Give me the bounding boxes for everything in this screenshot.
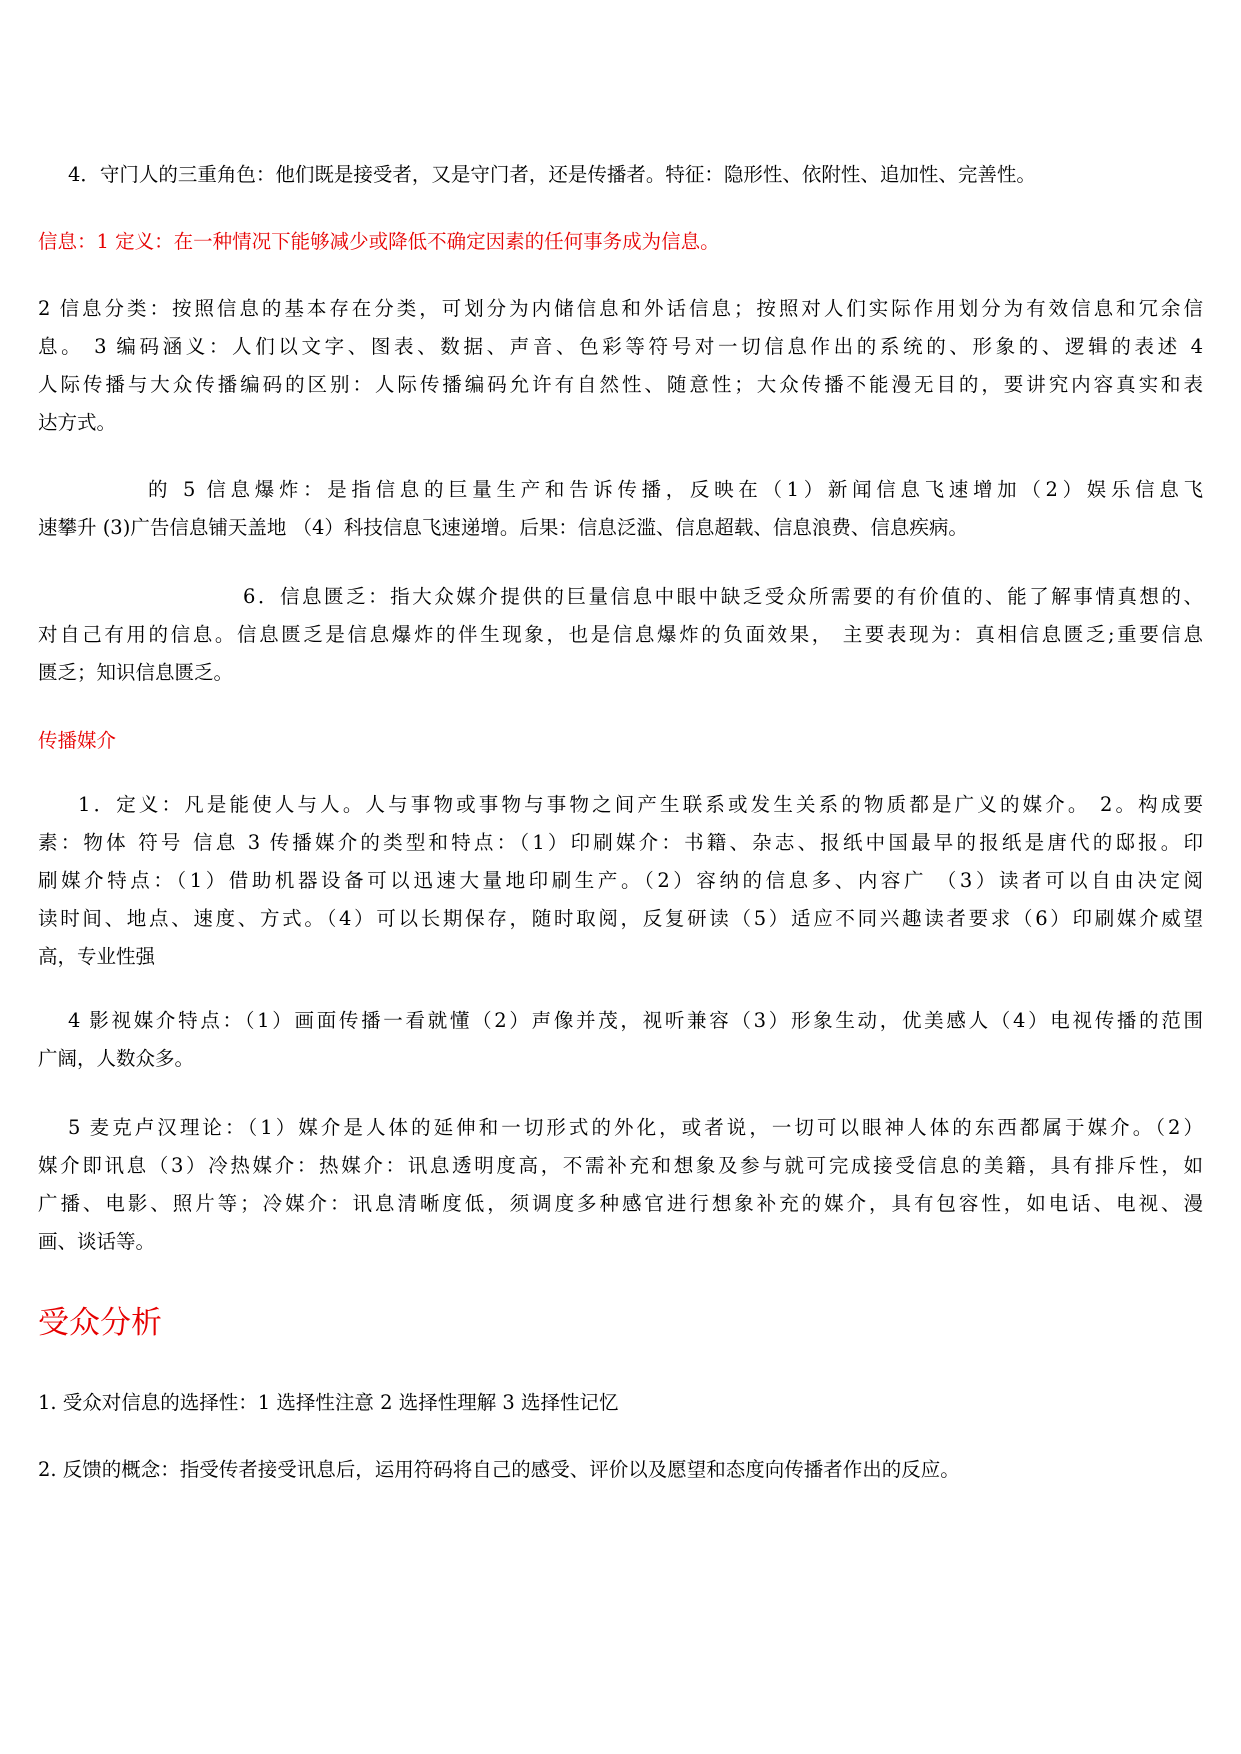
text-line: 息。 3 编码涵义：人们以文字、图表、数据、声音、色彩等符号对一切信息作出的系统的、形象的、逻辑的表述 4 bbox=[38, 335, 1203, 358]
text-line: 素：物体 符号 信息 3 传播媒介的类型和特点：（1）印刷媒介：书籍、杂志、报纸中国最早的报纸是唐代的邸报。印 bbox=[38, 831, 1203, 854]
text-line: 4 影视媒介特点：（1）画面传播一看就懂（2）声像并茂，视听兼容（3）形象生动，优美感人（4）电视传播的范围 bbox=[68, 1009, 1203, 1032]
text-line: 达方式。 bbox=[38, 411, 117, 434]
text-line: 4．守门人的三重角色：他们既是接受者，又是守门者，还是传播者。特征：隐形性、依附性、追加性、完善性。 bbox=[68, 163, 1036, 186]
heading-text: 传播媒介 bbox=[38, 729, 117, 752]
text-line: 刷媒介特点：（1）借助机器设备可以迅速大量地印刷生产。（2）容纳的信息多、内容广 （3）读者可以自由决定阅 bbox=[38, 869, 1203, 892]
text-line: 1．定义：凡是能使人与人。人与事物或事物与事物之间产生联系或发生关系的物质都是广义的媒介。 2。构成要 bbox=[78, 793, 1203, 816]
text-line: 的 5 信息爆炸：是指信息的巨量生产和告诉传播，反映在（1）新闻信息飞速增加（2）娱乐信息飞 bbox=[148, 478, 1203, 501]
text-line: 6．信息匮乏：指大众媒介提供的巨量信息中眼中缺乏受众所需要的有价值的、能了解事情真想的、 bbox=[243, 585, 1203, 608]
text-line: 画、谈话等。 bbox=[38, 1230, 156, 1253]
text-line: 高，专业性强 bbox=[38, 945, 156, 968]
text-line: 2 信息分类：按照信息的基本存在分类，可划分为内储信息和外话信息；按照对人们实际作用划分为有效信息和冗余信 bbox=[38, 297, 1203, 320]
text-line: 媒介即讯息（3）冷热媒介：热媒介：讯息透明度高，不需补充和想象及参与就可完成接受信息的美籍，具有排斥性，如 bbox=[38, 1154, 1203, 1177]
text-line: 速攀升 (3)广告信息铺天盖地 （4）科技信息飞速递增。后果：信息泛滥、信息超载、信息浪费、信息疾病。 bbox=[38, 516, 968, 539]
text-line: 信息：1 定义：在一种情况下能够减少或降低不确定因素的任何事务成为信息。 bbox=[38, 230, 720, 253]
text-line: 匮乏；知识信息匮乏。 bbox=[38, 661, 234, 684]
text-line: 2. 反馈的概念：指受传者接受讯息后，运用符码将自己的感受、评价以及愿望和态度向传播者作出的反应。 bbox=[38, 1458, 960, 1481]
section-heading-audience: 受众分析 bbox=[38, 1305, 162, 1341]
text-line: 1. 受众对信息的选择性：1 选择性注意 2 选择性理解 3 选择性记忆 bbox=[38, 1391, 619, 1414]
text-line: 广播、电影、照片等；冷媒介：讯息清晰度低，须调度多种感官进行想象补充的媒介，具有包容性，如电话、电视、漫 bbox=[38, 1192, 1203, 1215]
text-line: 读时间、地点、速度、方式。（4）可以长期保存，随时取阅，反复研读（5）适应不同兴趣读者要求（6）印刷媒介威望 bbox=[38, 907, 1203, 930]
text-line: 5 麦克卢汉理论：（1）媒介是人体的延伸和一切形式的外化，或者说，一切可以眼神人体的东西都属于媒介。（2） bbox=[68, 1116, 1203, 1139]
text-line: 广阔，人数众多。 bbox=[38, 1047, 195, 1070]
text-line: 对自己有用的信息。信息匮乏是信息爆炸的伴生现象，也是信息爆炸的负面效果， 主要表现为：真相信息匮乏;重要信息 bbox=[38, 623, 1203, 646]
text-line: 人际传播与大众传播编码的区别：人际传播编码允许有自然性、随意性；大众传播不能漫无目的，要讲究内容真实和表 bbox=[38, 373, 1203, 396]
